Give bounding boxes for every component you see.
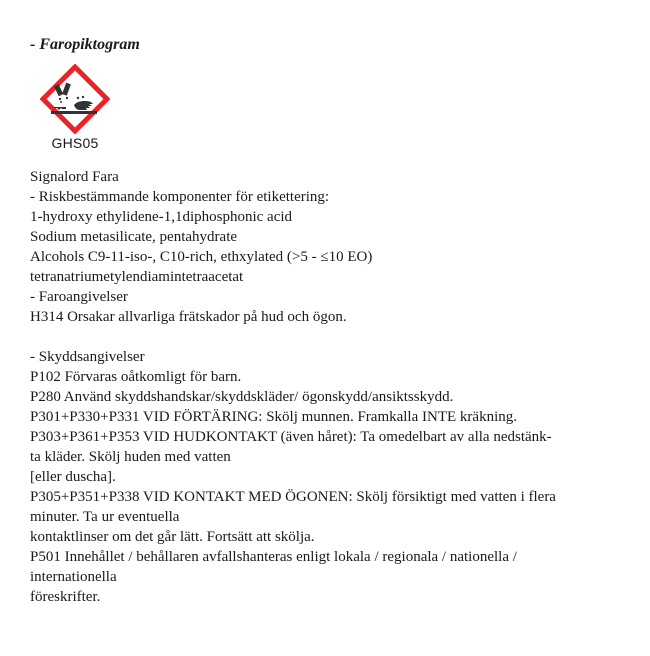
pictogram-diamond-border bbox=[43, 67, 107, 131]
component-item: 1-hydroxy ethylidene-1,1diphosphonic acid bbox=[30, 209, 293, 225]
precaution-line: P501 Innehållet / behållaren avfallshanteras enligt lokala / regionala / nationella / bbox=[30, 549, 517, 565]
corrosion-ghs05-icon bbox=[40, 64, 110, 134]
precaution-line: minuter. Ta ur eventuella bbox=[30, 509, 180, 525]
section-heading: - Faropiktogram bbox=[30, 36, 140, 53]
components-header: - Riskbestämmande komponenter för etikettering: bbox=[30, 189, 330, 205]
precaution-line: ta kläder. Skölj huden med vatten bbox=[30, 449, 231, 465]
precaution-line: P102 Förvaras oåtkomligt för barn. bbox=[30, 369, 242, 385]
precaution-line: [eller duscha]. bbox=[30, 469, 116, 485]
precaution-line: P301+P330+P331 VID FÖRTÄRING: Skölj munnen. Framkalla INTE kräkning. bbox=[30, 409, 517, 425]
precaution-line: P303+P361+P353 VID HUDKONTAKT (även håret): Ta omedelbart av alla nedstänk- bbox=[30, 429, 552, 445]
blank-line bbox=[30, 327, 620, 347]
hazard-header: - Faroangivelser bbox=[30, 289, 128, 305]
pictogram-caption: GHS05 bbox=[51, 135, 99, 151]
hazard-statement: H314 Orsakar allvarliga frätskador på hud och ögon. bbox=[30, 309, 347, 325]
precaution-line: P305+P351+P338 VID KONTAKT MED ÖGONEN: Skölj försiktigt med vatten i flera bbox=[30, 489, 556, 505]
precaution-header: - Skyddsangivelser bbox=[30, 349, 145, 365]
hazard-label-text bbox=[30, 167, 620, 607]
signal-word: Signalord Fara bbox=[30, 169, 119, 185]
component-item: tetranatriumetylendiamintetraacetat bbox=[30, 269, 244, 285]
component-item: Alcohols C9-11-iso-, C10-rich, ethxylated (>5 - ≤10 EO) bbox=[30, 249, 373, 265]
precaution-line: kontaktlinser om det går lätt. Fortsätt att skölja. bbox=[30, 529, 315, 545]
component-item: Sodium metasilicate, pentahydrate bbox=[30, 229, 238, 245]
precaution-line: internationella bbox=[30, 569, 117, 585]
precaution-line: föreskrifter. bbox=[30, 589, 101, 605]
precaution-line: P280 Använd skyddshandskar/skyddskläder/ ögonskydd/ansiktsskydd. bbox=[30, 389, 454, 405]
